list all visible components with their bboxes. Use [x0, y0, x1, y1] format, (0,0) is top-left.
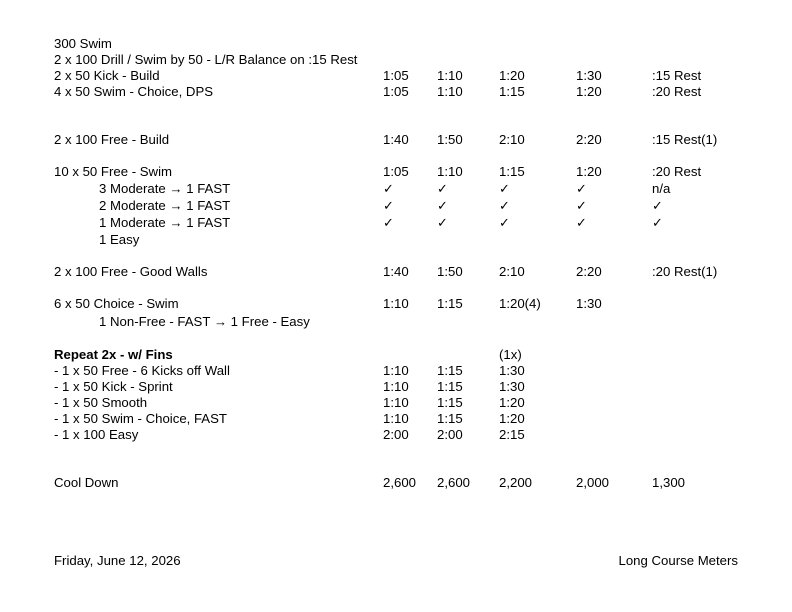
check-icon: ✓	[652, 198, 663, 213]
interval-col-3: 1:20	[499, 68, 525, 83]
workout-line	[0, 475, 792, 491]
workout-line	[0, 181, 792, 197]
section-heading: Repeat 2x - w/ Fins	[54, 347, 173, 362]
interval-col-2: 1:10	[437, 68, 463, 83]
line-label: - 1 x 50 Swim - Choice, FAST	[54, 411, 227, 426]
interval-col-4: 1:30	[576, 296, 602, 311]
interval-col-3: 2:15	[499, 427, 525, 442]
workout-line	[0, 84, 792, 100]
interval-col-2: 1:50	[437, 132, 463, 147]
line-label: 1 Moderate → 1 FAST	[99, 215, 231, 230]
total-col-1: 2,600	[383, 475, 417, 490]
interval-col-2: 2:00	[437, 427, 463, 442]
interval-col-1: 1:40	[383, 132, 409, 147]
interval-col-4: 1:20	[576, 84, 602, 99]
line-label: 2 x 100 Drill / Swim by 50 - L/R Balance on :15 Rest	[54, 52, 358, 67]
interval-col-3: 1:30	[499, 363, 525, 378]
interval-col-5: :20 Rest(1)	[652, 264, 718, 279]
total-col-2: 2,600	[437, 475, 471, 490]
line-label: - 1 x 50 Free - 6 Kicks off Wall	[54, 363, 230, 378]
line-label: 2 x 50 Kick - Build	[54, 68, 160, 83]
interval-col-4: 2:20	[576, 264, 602, 279]
check-icon: ✓	[652, 215, 663, 230]
interval-col-5: :15 Rest(1)	[652, 132, 718, 147]
workout-line	[0, 68, 792, 84]
line-label: 300 Swim	[54, 36, 112, 51]
check-icon: ✓	[383, 181, 394, 196]
total-col-3: 2,200	[499, 475, 533, 490]
line-label: 1 Easy	[99, 232, 140, 247]
interval-col-1: 1:05	[383, 84, 409, 99]
interval-col-2: 1:15	[437, 411, 463, 426]
interval-col-5: :20 Rest	[652, 164, 702, 179]
check-icon: ✓	[383, 198, 394, 213]
interval-col-1: 1:05	[383, 68, 409, 83]
workout-line	[0, 314, 792, 330]
interval-col-1: 1:10	[383, 296, 409, 311]
interval-col-1: 1:10	[383, 411, 409, 426]
interval-col-2: 1:15	[437, 379, 463, 394]
check-icon: ✓	[437, 181, 448, 196]
interval-col-2: 1:10	[437, 164, 463, 179]
total-col-5: 1,300	[652, 475, 686, 490]
workout-line	[0, 264, 792, 280]
footer-course: Long Course Meters	[618, 553, 738, 568]
interval-col-2: 1:50	[437, 264, 463, 279]
line-label: 2 x 100 Free - Good Walls	[54, 264, 208, 279]
check-icon: ✓	[499, 181, 510, 196]
workout-line	[0, 232, 792, 248]
line-label: 3 Moderate → 1 FAST	[99, 181, 231, 196]
interval-col-5: :20 Rest	[652, 84, 702, 99]
interval-col-3: (1x)	[499, 347, 522, 362]
line-label: - 1 x 50 Smooth	[54, 395, 148, 410]
interval-col-1: 1:10	[383, 395, 409, 410]
interval-col-3: 1:20	[499, 395, 525, 410]
interval-col-1: 1:10	[383, 363, 409, 378]
interval-col-3: 2:10	[499, 132, 525, 147]
workout-line	[0, 198, 792, 214]
interval-col-2: 1:15	[437, 363, 463, 378]
workout-line	[0, 363, 792, 379]
workout-line	[0, 395, 792, 411]
line-label: 4 x 50 Swim - Choice, DPS	[54, 84, 214, 99]
line-label: 10 x 50 Free - Swim	[54, 164, 172, 179]
interval-col-1: 1:40	[383, 264, 409, 279]
line-label: - 1 x 50 Kick - Sprint	[54, 379, 173, 394]
interval-col-3: 1:20(4)	[499, 296, 541, 311]
interval-col-5: :15 Rest	[652, 68, 702, 83]
workout-line	[0, 132, 792, 148]
workout-line	[0, 296, 792, 312]
check-icon: ✓	[576, 198, 587, 213]
check-icon: ✓	[437, 198, 448, 213]
check-icon: ✓	[499, 198, 510, 213]
interval-col-1: 2:00	[383, 427, 409, 442]
workout-line	[0, 52, 792, 68]
interval-col-1: 1:10	[383, 379, 409, 394]
workout-line	[0, 379, 792, 395]
interval-col-4: 2:20	[576, 132, 602, 147]
workout-line	[0, 215, 792, 231]
interval-col-3: 1:20	[499, 411, 525, 426]
check-icon: ✓	[437, 215, 448, 230]
workout-line	[0, 164, 792, 180]
workout-line	[0, 347, 792, 363]
interval-col-3: 1:15	[499, 84, 525, 99]
total-col-4: 2,000	[576, 475, 610, 490]
check-icon: ✓	[383, 215, 394, 230]
footer-date: Friday, June 12, 2026	[54, 553, 181, 568]
workout-line	[0, 411, 792, 427]
line-label: 1 Non-Free - FAST → 1 Free - Easy	[99, 314, 310, 329]
interval-col-3: 1:15	[499, 164, 525, 179]
check-icon: ✓	[576, 215, 587, 230]
interval-col-1: 1:05	[383, 164, 409, 179]
line-label: Cool Down	[54, 475, 119, 490]
workout-line	[0, 36, 792, 52]
interval-col-5: n/a	[652, 181, 671, 196]
check-icon: ✓	[499, 215, 510, 230]
interval-col-4: 1:30	[576, 68, 602, 83]
interval-col-2: 1:10	[437, 84, 463, 99]
check-icon: ✓	[576, 181, 587, 196]
interval-col-4: 1:20	[576, 164, 602, 179]
interval-col-3: 1:30	[499, 379, 525, 394]
interval-col-3: 2:10	[499, 264, 525, 279]
workout-line	[0, 427, 792, 443]
interval-col-2: 1:15	[437, 296, 463, 311]
interval-col-2: 1:15	[437, 395, 463, 410]
line-label: 2 x 100 Free - Build	[54, 132, 170, 147]
line-label: 2 Moderate → 1 FAST	[99, 198, 231, 213]
line-label: - 1 x 100 Easy	[54, 427, 139, 442]
line-label: 6 x 50 Choice - Swim	[54, 296, 179, 311]
